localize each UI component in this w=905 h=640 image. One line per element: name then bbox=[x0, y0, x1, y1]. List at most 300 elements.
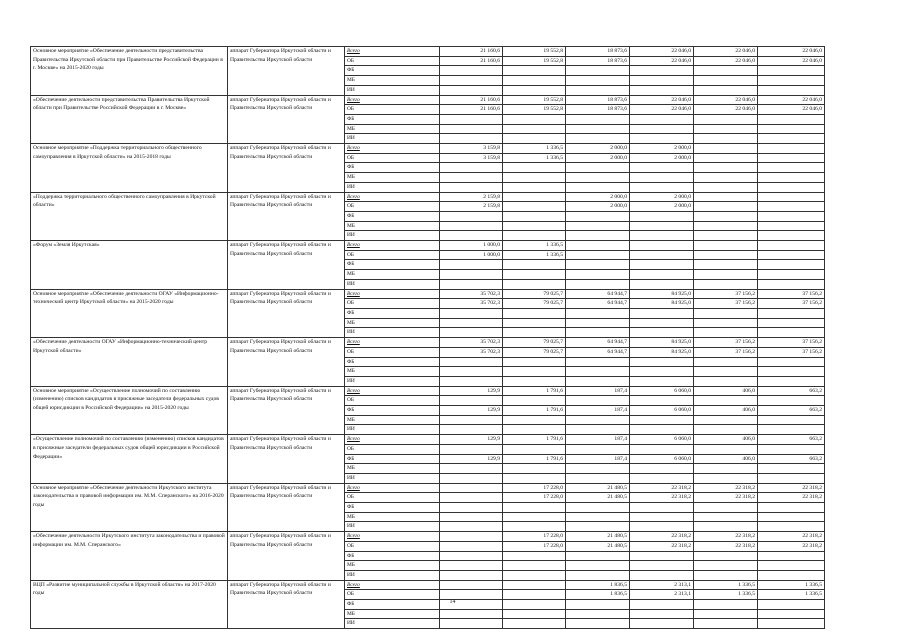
amount-cell bbox=[630, 367, 694, 377]
amount-cell bbox=[758, 464, 825, 474]
activity-name: «Обеспечение деятельности Иркутского института законодательства и правовой информации им. М.М. Сперанского» bbox=[31, 532, 228, 581]
amount-cell bbox=[440, 551, 503, 561]
amount-cell: 1 000,0 bbox=[440, 241, 503, 251]
activity-name: «Поддержка территориального общественного самоуправления в Иркутской области» bbox=[31, 192, 228, 241]
amount-cell: 1 836,5 bbox=[566, 590, 630, 600]
funding-source: ОБ bbox=[345, 541, 440, 551]
funding-source: ИИ bbox=[345, 376, 440, 386]
amount-cell: 187,4 bbox=[566, 386, 630, 396]
amount-cell bbox=[630, 279, 694, 289]
amount-cell bbox=[440, 609, 503, 619]
amount-cell: 37 156,2 bbox=[758, 347, 825, 357]
amount-cell bbox=[566, 415, 630, 425]
amount-cell bbox=[566, 76, 630, 86]
amount-cell bbox=[694, 211, 758, 221]
amount-cell bbox=[503, 211, 566, 221]
amount-cell: 37 156,2 bbox=[694, 338, 758, 348]
table-row bbox=[31, 483, 825, 493]
amount-cell bbox=[566, 308, 630, 318]
amount-cell bbox=[503, 609, 566, 619]
amount-cell: 1 336,5 bbox=[694, 590, 758, 600]
amount-cell bbox=[566, 270, 630, 280]
amount-cell bbox=[694, 444, 758, 454]
amount-cell: 22 318,2 bbox=[758, 541, 825, 551]
amount-cell: 79 025,7 bbox=[503, 289, 566, 299]
amount-cell bbox=[566, 221, 630, 231]
funding-source: МБ bbox=[345, 124, 440, 134]
funding-source: МБ bbox=[345, 318, 440, 328]
amount-cell bbox=[758, 376, 825, 386]
amount-cell bbox=[694, 114, 758, 124]
amount-cell bbox=[630, 163, 694, 173]
amount-cell bbox=[694, 308, 758, 318]
amount-cell: 17 228,0 bbox=[503, 493, 566, 503]
amount-cell bbox=[694, 503, 758, 513]
amount-cell bbox=[566, 241, 630, 251]
amount-cell: 22 046,0 bbox=[758, 56, 825, 66]
amount-cell bbox=[566, 619, 630, 629]
amount-cell bbox=[566, 211, 630, 221]
amount-cell bbox=[758, 260, 825, 270]
executor-name: аппарат Губернатора Иркутской области и Правительства Иркутской области bbox=[228, 532, 345, 581]
amount-cell bbox=[440, 483, 503, 493]
amount-cell: 22 046,0 bbox=[694, 56, 758, 66]
executor-name: аппарат Губернатора Иркутской области и Правительства Иркутской области bbox=[228, 192, 345, 241]
amount-cell: 663,2 bbox=[758, 435, 825, 445]
amount-cell bbox=[503, 473, 566, 483]
amount-cell: 22 046,0 bbox=[694, 47, 758, 57]
amount-cell bbox=[694, 163, 758, 173]
amount-cell bbox=[440, 318, 503, 328]
amount-cell bbox=[503, 163, 566, 173]
budget-table bbox=[30, 46, 825, 629]
amount-cell bbox=[630, 260, 694, 270]
amount-cell: 22 318,2 bbox=[758, 532, 825, 542]
funding-source: ИИ bbox=[345, 85, 440, 95]
amount-cell: 22 318,2 bbox=[694, 541, 758, 551]
amount-cell bbox=[566, 444, 630, 454]
funding-source: ИИ bbox=[345, 619, 440, 629]
funding-source: ОБ bbox=[345, 347, 440, 357]
amount-cell bbox=[503, 376, 566, 386]
amount-cell bbox=[440, 464, 503, 474]
amount-cell: 22 046,0 bbox=[630, 95, 694, 105]
amount-cell: 21 160,6 bbox=[440, 95, 503, 105]
amount-cell bbox=[503, 114, 566, 124]
amount-cell bbox=[440, 134, 503, 144]
amount-cell bbox=[503, 202, 566, 212]
amount-cell bbox=[503, 173, 566, 183]
amount-cell bbox=[630, 464, 694, 474]
amount-cell bbox=[440, 396, 503, 406]
amount-cell: 35 702,3 bbox=[440, 347, 503, 357]
amount-cell bbox=[694, 124, 758, 134]
amount-cell bbox=[758, 396, 825, 406]
amount-cell: 2 000,0 bbox=[630, 144, 694, 154]
amount-cell bbox=[694, 231, 758, 241]
funding-source: МБ bbox=[345, 173, 440, 183]
amount-cell: 37 156,2 bbox=[758, 299, 825, 309]
amount-cell bbox=[758, 357, 825, 367]
amount-cell bbox=[694, 464, 758, 474]
amount-cell: 2 000,0 bbox=[566, 144, 630, 154]
amount-cell: 37 156,2 bbox=[758, 338, 825, 348]
amount-cell bbox=[440, 163, 503, 173]
amount-cell bbox=[566, 551, 630, 561]
funding-source: ФБ bbox=[345, 454, 440, 464]
amount-cell bbox=[758, 473, 825, 483]
amount-cell: 2 313,1 bbox=[630, 580, 694, 590]
funding-source: Всего bbox=[345, 338, 440, 348]
amount-cell bbox=[758, 76, 825, 86]
amount-cell bbox=[630, 76, 694, 86]
amount-cell bbox=[503, 357, 566, 367]
amount-cell bbox=[503, 464, 566, 474]
amount-cell: 18 873,6 bbox=[566, 105, 630, 115]
amount-cell bbox=[758, 570, 825, 580]
funding-source: Всего bbox=[345, 386, 440, 396]
amount-cell bbox=[503, 318, 566, 328]
funding-source: ФБ bbox=[345, 163, 440, 173]
amount-cell bbox=[630, 241, 694, 251]
amount-cell bbox=[503, 415, 566, 425]
amount-cell bbox=[694, 415, 758, 425]
amount-cell bbox=[566, 522, 630, 532]
amount-cell: 1 336,5 bbox=[503, 241, 566, 251]
funding-source: МБ bbox=[345, 415, 440, 425]
amount-cell: 35 702,3 bbox=[440, 338, 503, 348]
amount-cell bbox=[503, 134, 566, 144]
amount-cell bbox=[758, 163, 825, 173]
amount-cell bbox=[694, 173, 758, 183]
amount-cell bbox=[630, 173, 694, 183]
amount-cell: 663,2 bbox=[758, 454, 825, 464]
amount-cell: 22 318,2 bbox=[694, 493, 758, 503]
amount-cell: 3 159,8 bbox=[440, 153, 503, 163]
amount-cell: 1 336,5 bbox=[503, 250, 566, 260]
activity-name: Основное мероприятие «Обеспечение деятельности ОГАУ «Информационно-технический центр Иркутской области» на 2015-2020 годы bbox=[31, 289, 228, 338]
funding-source: ФБ bbox=[345, 211, 440, 221]
amount-cell: 21 480,5 bbox=[566, 532, 630, 542]
amount-cell bbox=[630, 425, 694, 435]
funding-source: ОБ bbox=[345, 299, 440, 309]
executor-name: аппарат Губернатора Иркутской области и Правительства Иркутской области bbox=[228, 241, 345, 290]
amount-cell bbox=[694, 144, 758, 154]
amount-cell bbox=[503, 279, 566, 289]
funding-source: МБ bbox=[345, 561, 440, 571]
amount-cell: 19 552,8 bbox=[503, 56, 566, 66]
amount-cell bbox=[630, 221, 694, 231]
activity-name: Основное мероприятие «Обеспечение деятельности Иркутского института законодательства и правовой информации им. М.М. Сперанского» на 2016-2020 годы bbox=[31, 483, 228, 532]
amount-cell bbox=[503, 85, 566, 95]
funding-source: Всего bbox=[345, 289, 440, 299]
amount-cell: 21 480,5 bbox=[566, 483, 630, 493]
amount-cell: 1 791,6 bbox=[503, 454, 566, 464]
amount-cell: 22 046,0 bbox=[694, 105, 758, 115]
amount-cell bbox=[503, 512, 566, 522]
funding-source: ОБ bbox=[345, 202, 440, 212]
executor-name: аппарат Губернатора Иркутской области и Правительства Иркутской области bbox=[228, 435, 345, 484]
amount-cell bbox=[694, 85, 758, 95]
amount-cell bbox=[503, 551, 566, 561]
amount-cell bbox=[503, 503, 566, 513]
funding-source: ОБ bbox=[345, 153, 440, 163]
amount-cell bbox=[694, 522, 758, 532]
amount-cell: 406,0 bbox=[694, 454, 758, 464]
amount-cell bbox=[758, 619, 825, 629]
amount-cell: 18 873,6 bbox=[566, 56, 630, 66]
amount-cell bbox=[566, 570, 630, 580]
amount-cell bbox=[503, 231, 566, 241]
amount-cell bbox=[440, 231, 503, 241]
funding-source: ФБ bbox=[345, 308, 440, 318]
amount-cell bbox=[694, 570, 758, 580]
amount-cell bbox=[758, 328, 825, 338]
amount-cell bbox=[440, 503, 503, 513]
funding-source: ИИ bbox=[345, 231, 440, 241]
amount-cell bbox=[440, 182, 503, 192]
amount-cell: 35 702,3 bbox=[440, 299, 503, 309]
amount-cell bbox=[758, 85, 825, 95]
amount-cell: 79 025,7 bbox=[503, 299, 566, 309]
amount-cell bbox=[566, 609, 630, 619]
funding-source: Всего bbox=[345, 47, 440, 57]
amount-cell bbox=[758, 134, 825, 144]
executor-name: аппарат Губернатора Иркутской области и Правительства Иркутской области bbox=[228, 580, 345, 629]
amount-cell: 19 552,8 bbox=[503, 95, 566, 105]
table-row bbox=[31, 192, 825, 202]
amount-cell bbox=[503, 192, 566, 202]
amount-cell bbox=[758, 211, 825, 221]
amount-cell: 406,0 bbox=[694, 406, 758, 416]
amount-cell bbox=[630, 114, 694, 124]
amount-cell: 22 318,2 bbox=[758, 493, 825, 503]
amount-cell: 22 318,2 bbox=[630, 532, 694, 542]
amount-cell: 22 318,2 bbox=[694, 483, 758, 493]
amount-cell bbox=[694, 182, 758, 192]
amount-cell bbox=[566, 425, 630, 435]
table-row bbox=[31, 289, 825, 299]
funding-source: ОБ bbox=[345, 250, 440, 260]
table-body bbox=[31, 47, 825, 629]
executor-name: аппарат Губернатора Иркутской области и Правительства Иркутской области bbox=[228, 47, 345, 96]
amount-cell: 37 156,2 bbox=[694, 299, 758, 309]
amount-cell bbox=[694, 328, 758, 338]
amount-cell: 35 702,3 bbox=[440, 289, 503, 299]
amount-cell: 64 944,7 bbox=[566, 347, 630, 357]
amount-cell bbox=[503, 425, 566, 435]
amount-cell bbox=[630, 396, 694, 406]
amount-cell bbox=[566, 114, 630, 124]
amount-cell bbox=[566, 173, 630, 183]
amount-cell bbox=[758, 124, 825, 134]
amount-cell bbox=[503, 570, 566, 580]
amount-cell bbox=[503, 308, 566, 318]
amount-cell bbox=[566, 561, 630, 571]
amount-cell bbox=[440, 493, 503, 503]
amount-cell bbox=[630, 609, 694, 619]
amount-cell bbox=[694, 153, 758, 163]
amount-cell: 84 925,0 bbox=[630, 289, 694, 299]
amount-cell: 663,2 bbox=[758, 406, 825, 416]
amount-cell bbox=[758, 231, 825, 241]
amount-cell: 21 160,6 bbox=[440, 56, 503, 66]
activity-name: «Осуществление полномочий по составлению (изменению) списков кандидатов в присяжные заседатели федеральных судов общей юрисдикции в Российской Федерации» bbox=[31, 435, 228, 484]
amount-cell bbox=[758, 503, 825, 513]
amount-cell bbox=[503, 561, 566, 571]
amount-cell bbox=[440, 541, 503, 551]
amount-cell: 22 046,0 bbox=[758, 47, 825, 57]
amount-cell bbox=[694, 134, 758, 144]
amount-cell bbox=[630, 318, 694, 328]
amount-cell bbox=[566, 503, 630, 513]
amount-cell: 64 944,7 bbox=[566, 338, 630, 348]
funding-source: ИИ bbox=[345, 522, 440, 532]
amount-cell: 22 046,0 bbox=[758, 105, 825, 115]
amount-cell bbox=[440, 580, 503, 590]
amount-cell bbox=[694, 250, 758, 260]
amount-cell bbox=[694, 279, 758, 289]
amount-cell bbox=[630, 66, 694, 76]
amount-cell: 2 000,0 bbox=[630, 153, 694, 163]
amount-cell bbox=[440, 85, 503, 95]
funding-source: МБ bbox=[345, 221, 440, 231]
amount-cell: 187,4 bbox=[566, 406, 630, 416]
funding-source: ИИ bbox=[345, 279, 440, 289]
funding-source: Всего bbox=[345, 435, 440, 445]
amount-cell bbox=[440, 308, 503, 318]
amount-cell bbox=[758, 551, 825, 561]
funding-source: Всего bbox=[345, 483, 440, 493]
activity-name: Основное мероприятие «Обеспечение деятельности представительства Правительства Иркутской области при Правительстве Российской Федерации в г. Москве» на 2015-2020 годы bbox=[31, 47, 228, 96]
amount-cell bbox=[566, 231, 630, 241]
amount-cell: 187,4 bbox=[566, 435, 630, 445]
amount-cell: 1 791,6 bbox=[503, 406, 566, 416]
amount-cell bbox=[630, 270, 694, 280]
funding-source: МБ bbox=[345, 512, 440, 522]
executor-name: аппарат Губернатора Иркутской области и Правительства Иркутской области bbox=[228, 483, 345, 532]
funding-source: ИИ bbox=[345, 328, 440, 338]
amount-cell bbox=[758, 153, 825, 163]
amount-cell bbox=[440, 425, 503, 435]
amount-cell bbox=[440, 357, 503, 367]
amount-cell bbox=[440, 444, 503, 454]
executor-name: аппарат Губернатора Иркутской области и Правительства Иркутской области bbox=[228, 386, 345, 435]
table-row bbox=[31, 241, 825, 251]
amount-cell bbox=[503, 619, 566, 629]
amount-cell bbox=[694, 512, 758, 522]
table-row bbox=[31, 95, 825, 105]
amount-cell: 17 228,0 bbox=[503, 541, 566, 551]
amount-cell bbox=[630, 328, 694, 338]
funding-source: МБ bbox=[345, 367, 440, 377]
amount-cell bbox=[694, 376, 758, 386]
amount-cell bbox=[440, 367, 503, 377]
amount-cell: 22 318,2 bbox=[630, 541, 694, 551]
amount-cell bbox=[566, 367, 630, 377]
amount-cell bbox=[566, 250, 630, 260]
amount-cell bbox=[566, 318, 630, 328]
amount-cell bbox=[758, 173, 825, 183]
table-row bbox=[31, 47, 825, 57]
amount-cell: 6 060,0 bbox=[630, 386, 694, 396]
funding-source: МБ bbox=[345, 609, 440, 619]
amount-cell: 1 791,6 bbox=[503, 386, 566, 396]
amount-cell bbox=[566, 328, 630, 338]
amount-cell bbox=[503, 444, 566, 454]
amount-cell bbox=[566, 85, 630, 95]
amount-cell: 3 159,8 bbox=[440, 144, 503, 154]
amount-cell bbox=[566, 279, 630, 289]
amount-cell: 84 925,0 bbox=[630, 347, 694, 357]
amount-cell bbox=[503, 124, 566, 134]
amount-cell: 22 318,2 bbox=[758, 483, 825, 493]
funding-source: ФБ bbox=[345, 260, 440, 270]
amount-cell: 22 318,2 bbox=[630, 483, 694, 493]
table-row bbox=[31, 386, 825, 396]
activity-name: «Форум «Земля Иркутская» bbox=[31, 241, 228, 290]
activity-name: Основное мероприятие «Осуществление полномочий по составлению (изменению) списков кандидатов в присяжные заседатели федеральных судов общей юрисдикции в Российской Федерации» на 2015-2020 годы bbox=[31, 386, 228, 435]
amount-cell: 6 060,0 bbox=[630, 406, 694, 416]
amount-cell: 21 160,6 bbox=[440, 105, 503, 115]
amount-cell bbox=[503, 221, 566, 231]
amount-cell bbox=[440, 522, 503, 532]
amount-cell: 2 159,8 bbox=[440, 192, 503, 202]
amount-cell: 21 480,5 bbox=[566, 541, 630, 551]
amount-cell: 129,9 bbox=[440, 406, 503, 416]
amount-cell bbox=[566, 163, 630, 173]
amount-cell bbox=[440, 211, 503, 221]
amount-cell bbox=[566, 396, 630, 406]
amount-cell bbox=[440, 570, 503, 580]
amount-cell bbox=[758, 415, 825, 425]
amount-cell bbox=[566, 182, 630, 192]
amount-cell: 79 025,7 bbox=[503, 347, 566, 357]
funding-source: ИИ bbox=[345, 134, 440, 144]
amount-cell bbox=[440, 260, 503, 270]
amount-cell: 22 318,2 bbox=[630, 493, 694, 503]
funding-source: ФБ bbox=[345, 66, 440, 76]
amount-cell: 22 046,0 bbox=[758, 95, 825, 105]
amount-cell bbox=[440, 114, 503, 124]
amount-cell bbox=[566, 376, 630, 386]
amount-cell bbox=[440, 376, 503, 386]
amount-cell bbox=[630, 503, 694, 513]
table-row bbox=[31, 580, 825, 590]
activity-name: Основное мероприятие «Поддержка территориального общественного самоуправления в Иркутской области» на 2015-2018 годы bbox=[31, 144, 228, 193]
amount-cell: 1 336,5 bbox=[758, 590, 825, 600]
amount-cell bbox=[503, 76, 566, 86]
funding-source: ФБ bbox=[345, 551, 440, 561]
amount-cell: 22 046,0 bbox=[694, 95, 758, 105]
page-number: 14 bbox=[449, 599, 456, 605]
amount-cell: 1 336,5 bbox=[758, 580, 825, 590]
table-row bbox=[31, 435, 825, 445]
amount-cell bbox=[758, 425, 825, 435]
amount-cell bbox=[566, 473, 630, 483]
amount-cell bbox=[758, 512, 825, 522]
amount-cell: 2 000,0 bbox=[630, 192, 694, 202]
funding-source: Всего bbox=[345, 192, 440, 202]
amount-cell bbox=[694, 425, 758, 435]
amount-cell bbox=[694, 609, 758, 619]
amount-cell bbox=[758, 561, 825, 571]
amount-cell: 21 160,6 bbox=[440, 47, 503, 57]
funding-source: Всего bbox=[345, 532, 440, 542]
amount-cell bbox=[440, 532, 503, 542]
amount-cell: 18 873,6 bbox=[566, 47, 630, 57]
activity-name: ВЦП «Развитие муниципальной службы в Иркутской области» на 2017-2020 годы bbox=[31, 580, 228, 629]
